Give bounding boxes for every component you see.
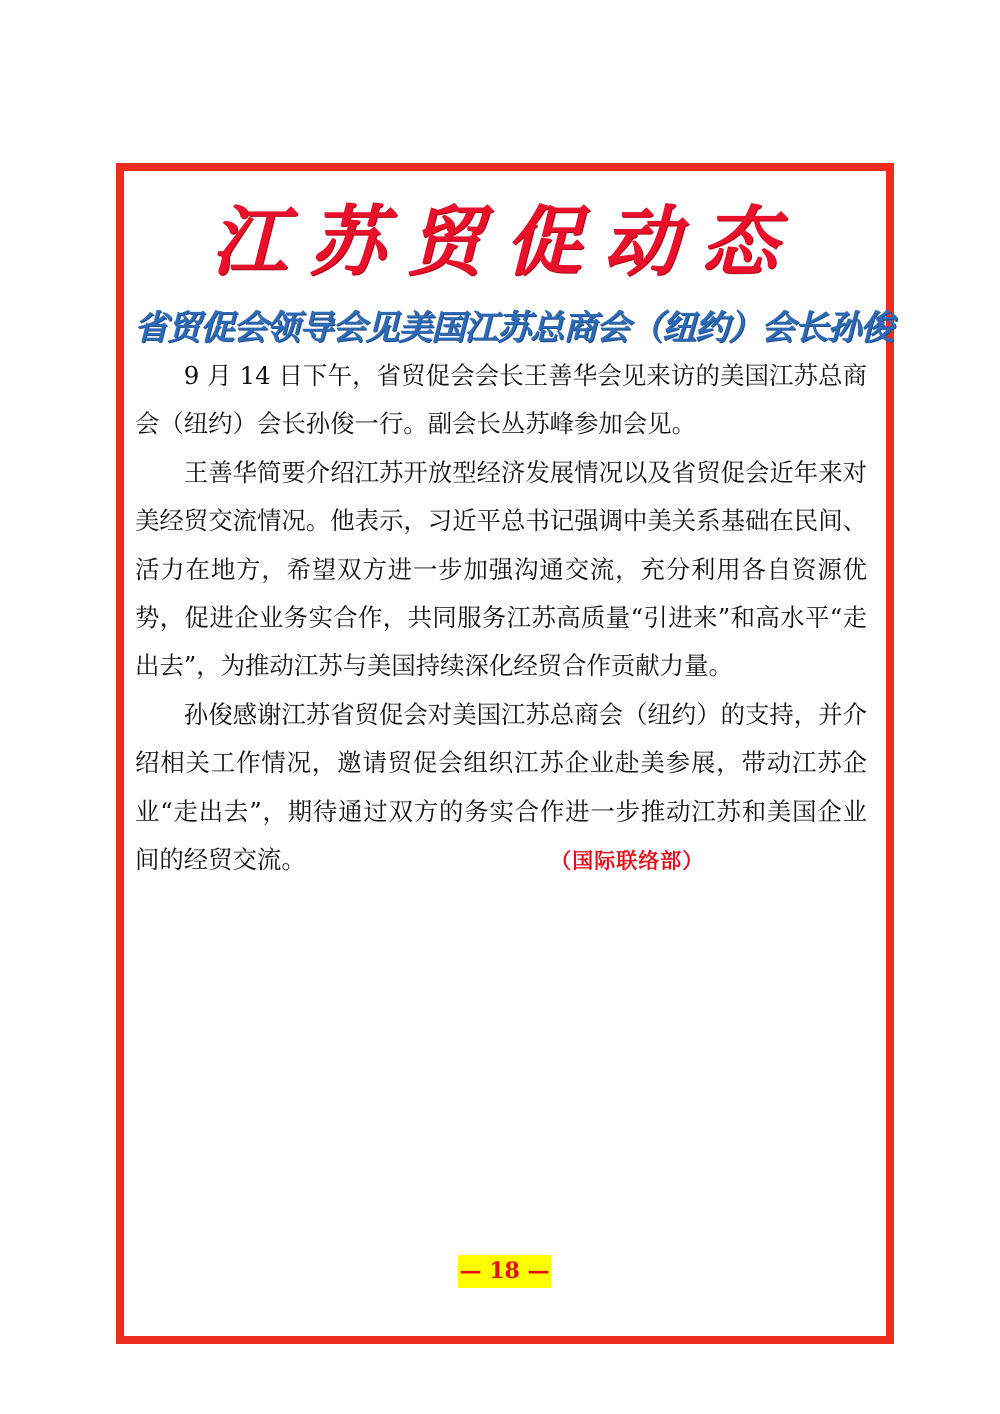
article-headline: 省贸促会领导会见美国江苏总商会（纽约）会长孙俊 bbox=[134, 308, 893, 348]
article-paragraph-3 bbox=[135, 691, 867, 886]
article-body bbox=[135, 352, 867, 885]
article-paragraph-1: 9 月 14 日下午，省贸促会会长王善华会见来访的美国江苏总商会（纽约）会长孙俊一行。副会长丛苏峰参加会见。 bbox=[135, 361, 867, 439]
article-source: （国际联络部） bbox=[560, 849, 705, 874]
masthead-title: 江苏贸促动态 bbox=[211, 197, 799, 286]
article-paragraph-3-text: 孙俊感谢江苏省贸促会对美国江苏总商会（纽约）的支持，并介绍相关工作情况，邀请贸促会组织江苏企业赴美参展，带动江苏企业“走出去”，期待通过双方的务实合作进一步推动江苏和美国企业间的经贸交流。 bbox=[135, 699, 867, 875]
article-paragraph-2: 王善华简要介绍江苏开放型经济发展情况以及省贸促会近年来对美经贸交流情况。他表示，习近平总书记强调中美关系基础在民间、活力在地方，希望双方进一步加强沟通交流，充分利用各自资源优势，促进企业务实合作，共同服务江苏高质量“引进来”和高水平“走出去”，为推动江苏与美国持续深化经贸合作贡献力量。 bbox=[135, 457, 867, 681]
page-number: — 18 — bbox=[458, 1255, 551, 1288]
